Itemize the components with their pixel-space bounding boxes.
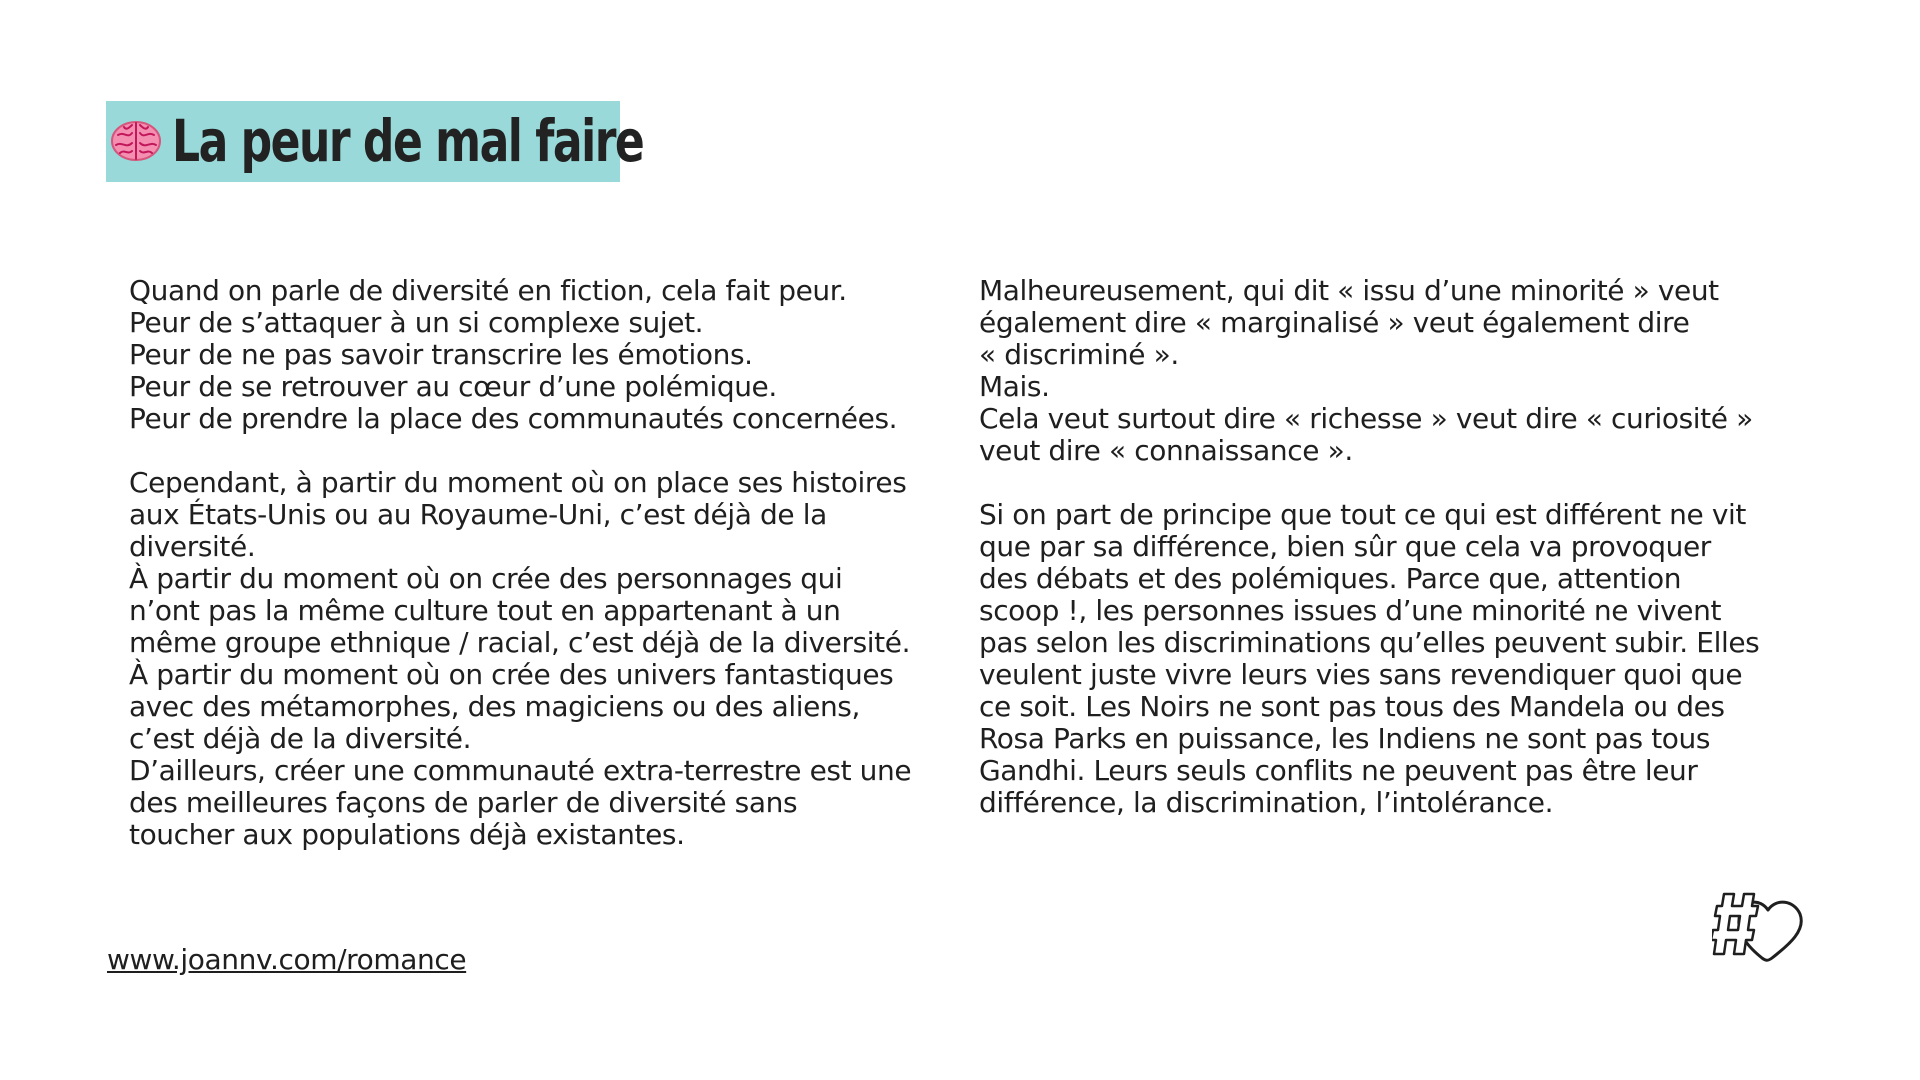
text-line: « discriminé ». (979, 338, 1179, 371)
text-line: diversité. (129, 530, 256, 563)
text-line: n’ont pas la même culture tout en appartenant à un (129, 594, 841, 627)
text-line: Peur de s’attaquer à un si complexe sujet. (129, 306, 704, 339)
text-line: ce soit. Les Noirs ne sont pas tous des Mandela ou des (979, 690, 1725, 723)
right-paragraph-1 (979, 275, 1789, 467)
text-line: Mais. (979, 370, 1050, 403)
text-line: toucher aux populations déjà existantes. (129, 818, 685, 851)
text-line: Peur de prendre la place des communautés concernées. (129, 402, 898, 435)
website-link[interactable]: www.joannv.com/romance (107, 943, 467, 976)
text-line: Peur de se retrouver au cœur d’une polémique. (129, 370, 777, 403)
hashtag-heart-logo-icon (1712, 888, 1808, 962)
left-column (129, 275, 954, 883)
text-line: scoop !, les personnes issues d’une minorité ne vivent (979, 594, 1722, 627)
brain-icon (106, 111, 166, 171)
text-line: veulent juste vivre leurs vies sans revendiquer quoi que (979, 658, 1743, 691)
text-line: Peur de ne pas savoir transcrire les émotions. (129, 338, 753, 371)
text-line: À partir du moment où on crée des personnages qui (129, 562, 843, 595)
right-paragraph-2 (979, 499, 1789, 819)
text-line: des meilleures façons de parler de diversité sans (129, 786, 798, 819)
text-line: également dire « marginalisé » veut également dire (979, 306, 1690, 339)
text-line: Cela veut surtout dire « richesse » veut dire « curiosité » (979, 402, 1753, 435)
text-line: Cependant, à partir du moment où on place ses histoires (129, 466, 907, 499)
text-line: Quand on parle de diversité en fiction, cela fait peur. (129, 274, 847, 307)
text-line: avec des métamorphes, des magiciens ou des aliens, (129, 690, 860, 723)
text-line: différence, la discrimination, l’intolérance. (979, 786, 1554, 819)
text-line: aux États-Unis ou au Royaume-Uni, c’est déjà de la (129, 498, 827, 531)
text-line: Si on part de principe que tout ce qui est différent ne vit (979, 498, 1746, 531)
right-column (979, 275, 1789, 851)
text-line: même groupe ethnique / racial, c’est déjà de la diversité. (129, 626, 911, 659)
text-line: pas selon les discriminations qu’elles peuvent subir. Elles (979, 626, 1760, 659)
page-title: La peur de mal faire (172, 107, 644, 175)
title-banner (106, 101, 644, 182)
text-line: À partir du moment où on crée des univers fantastiques (129, 658, 894, 691)
text-line: que par sa différence, bien sûr que cela va provoquer (979, 530, 1711, 563)
text-line: Gandhi. Leurs seuls conflits ne peuvent pas être leur (979, 754, 1698, 787)
text-line: c’est déjà de la diversité. (129, 722, 472, 755)
left-paragraph-1 (129, 275, 954, 435)
text-line: D’ailleurs, créer une communauté extra-terrestre est une (129, 754, 912, 787)
text-line: veut dire « connaissance ». (979, 434, 1353, 467)
text-line: Malheureusement, qui dit « issu d’une minorité » veut (979, 274, 1719, 307)
left-paragraph-2 (129, 467, 954, 851)
text-line: des débats et des polémiques. Parce que, attention (979, 562, 1682, 595)
text-line: Rosa Parks en puissance, les Indiens ne sont pas tous (979, 722, 1711, 755)
